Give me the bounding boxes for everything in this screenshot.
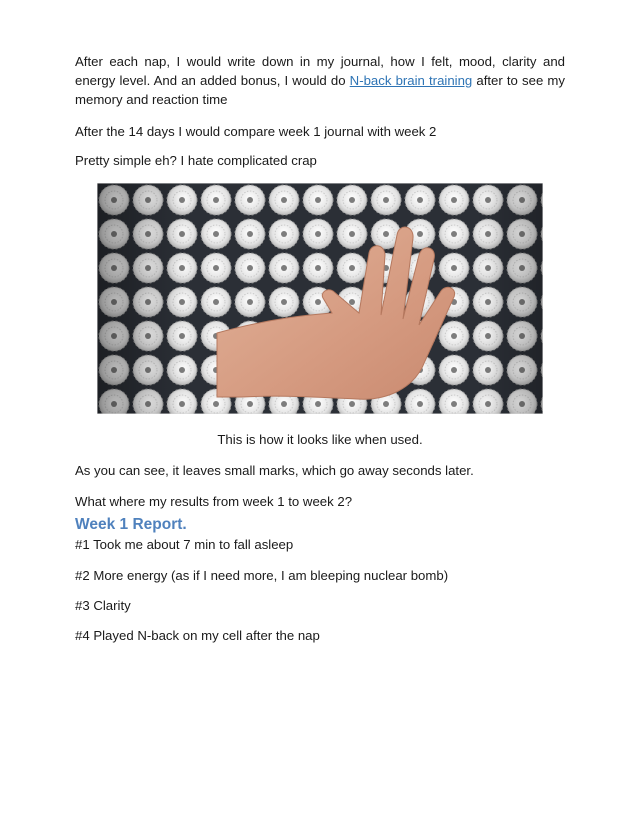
intro-text-after: after to see my memory and reaction time: [75, 73, 565, 107]
week1-item-4: #4 Played N-back on my cell after the nap: [75, 628, 320, 643]
simple-paragraph: Pretty simple eh? I hate complicated crap: [75, 153, 317, 168]
week1-item-2: #2 More energy (as if I need more, I am bleeping nuclear bomb): [75, 568, 449, 583]
intro-paragraph: [75, 52, 565, 109]
photo-caption: This is how it looks like when used.: [217, 432, 423, 447]
intro-text-before: After each nap, I would write down in my journal, how I felt, mood, clarity and energy level. And an added bonus, I would do: [75, 54, 565, 88]
week1-item-1: #1 Took me about 7 min to fall asleep: [75, 537, 294, 552]
acupressure-mat-photo: [97, 183, 543, 414]
results-question: What where my results from week 1 to week 2?: [75, 494, 353, 509]
marks-paragraph: As you can see, it leaves small marks, which go away seconds later.: [75, 463, 474, 478]
compare-paragraph: After the 14 days I would compare week 1 journal with week 2: [75, 124, 437, 139]
week1-heading: Week 1 Report.: [75, 516, 187, 533]
week1-item-3: #3 Clarity: [75, 598, 131, 613]
n-back-training-link[interactable]: N-back brain training: [349, 73, 473, 88]
